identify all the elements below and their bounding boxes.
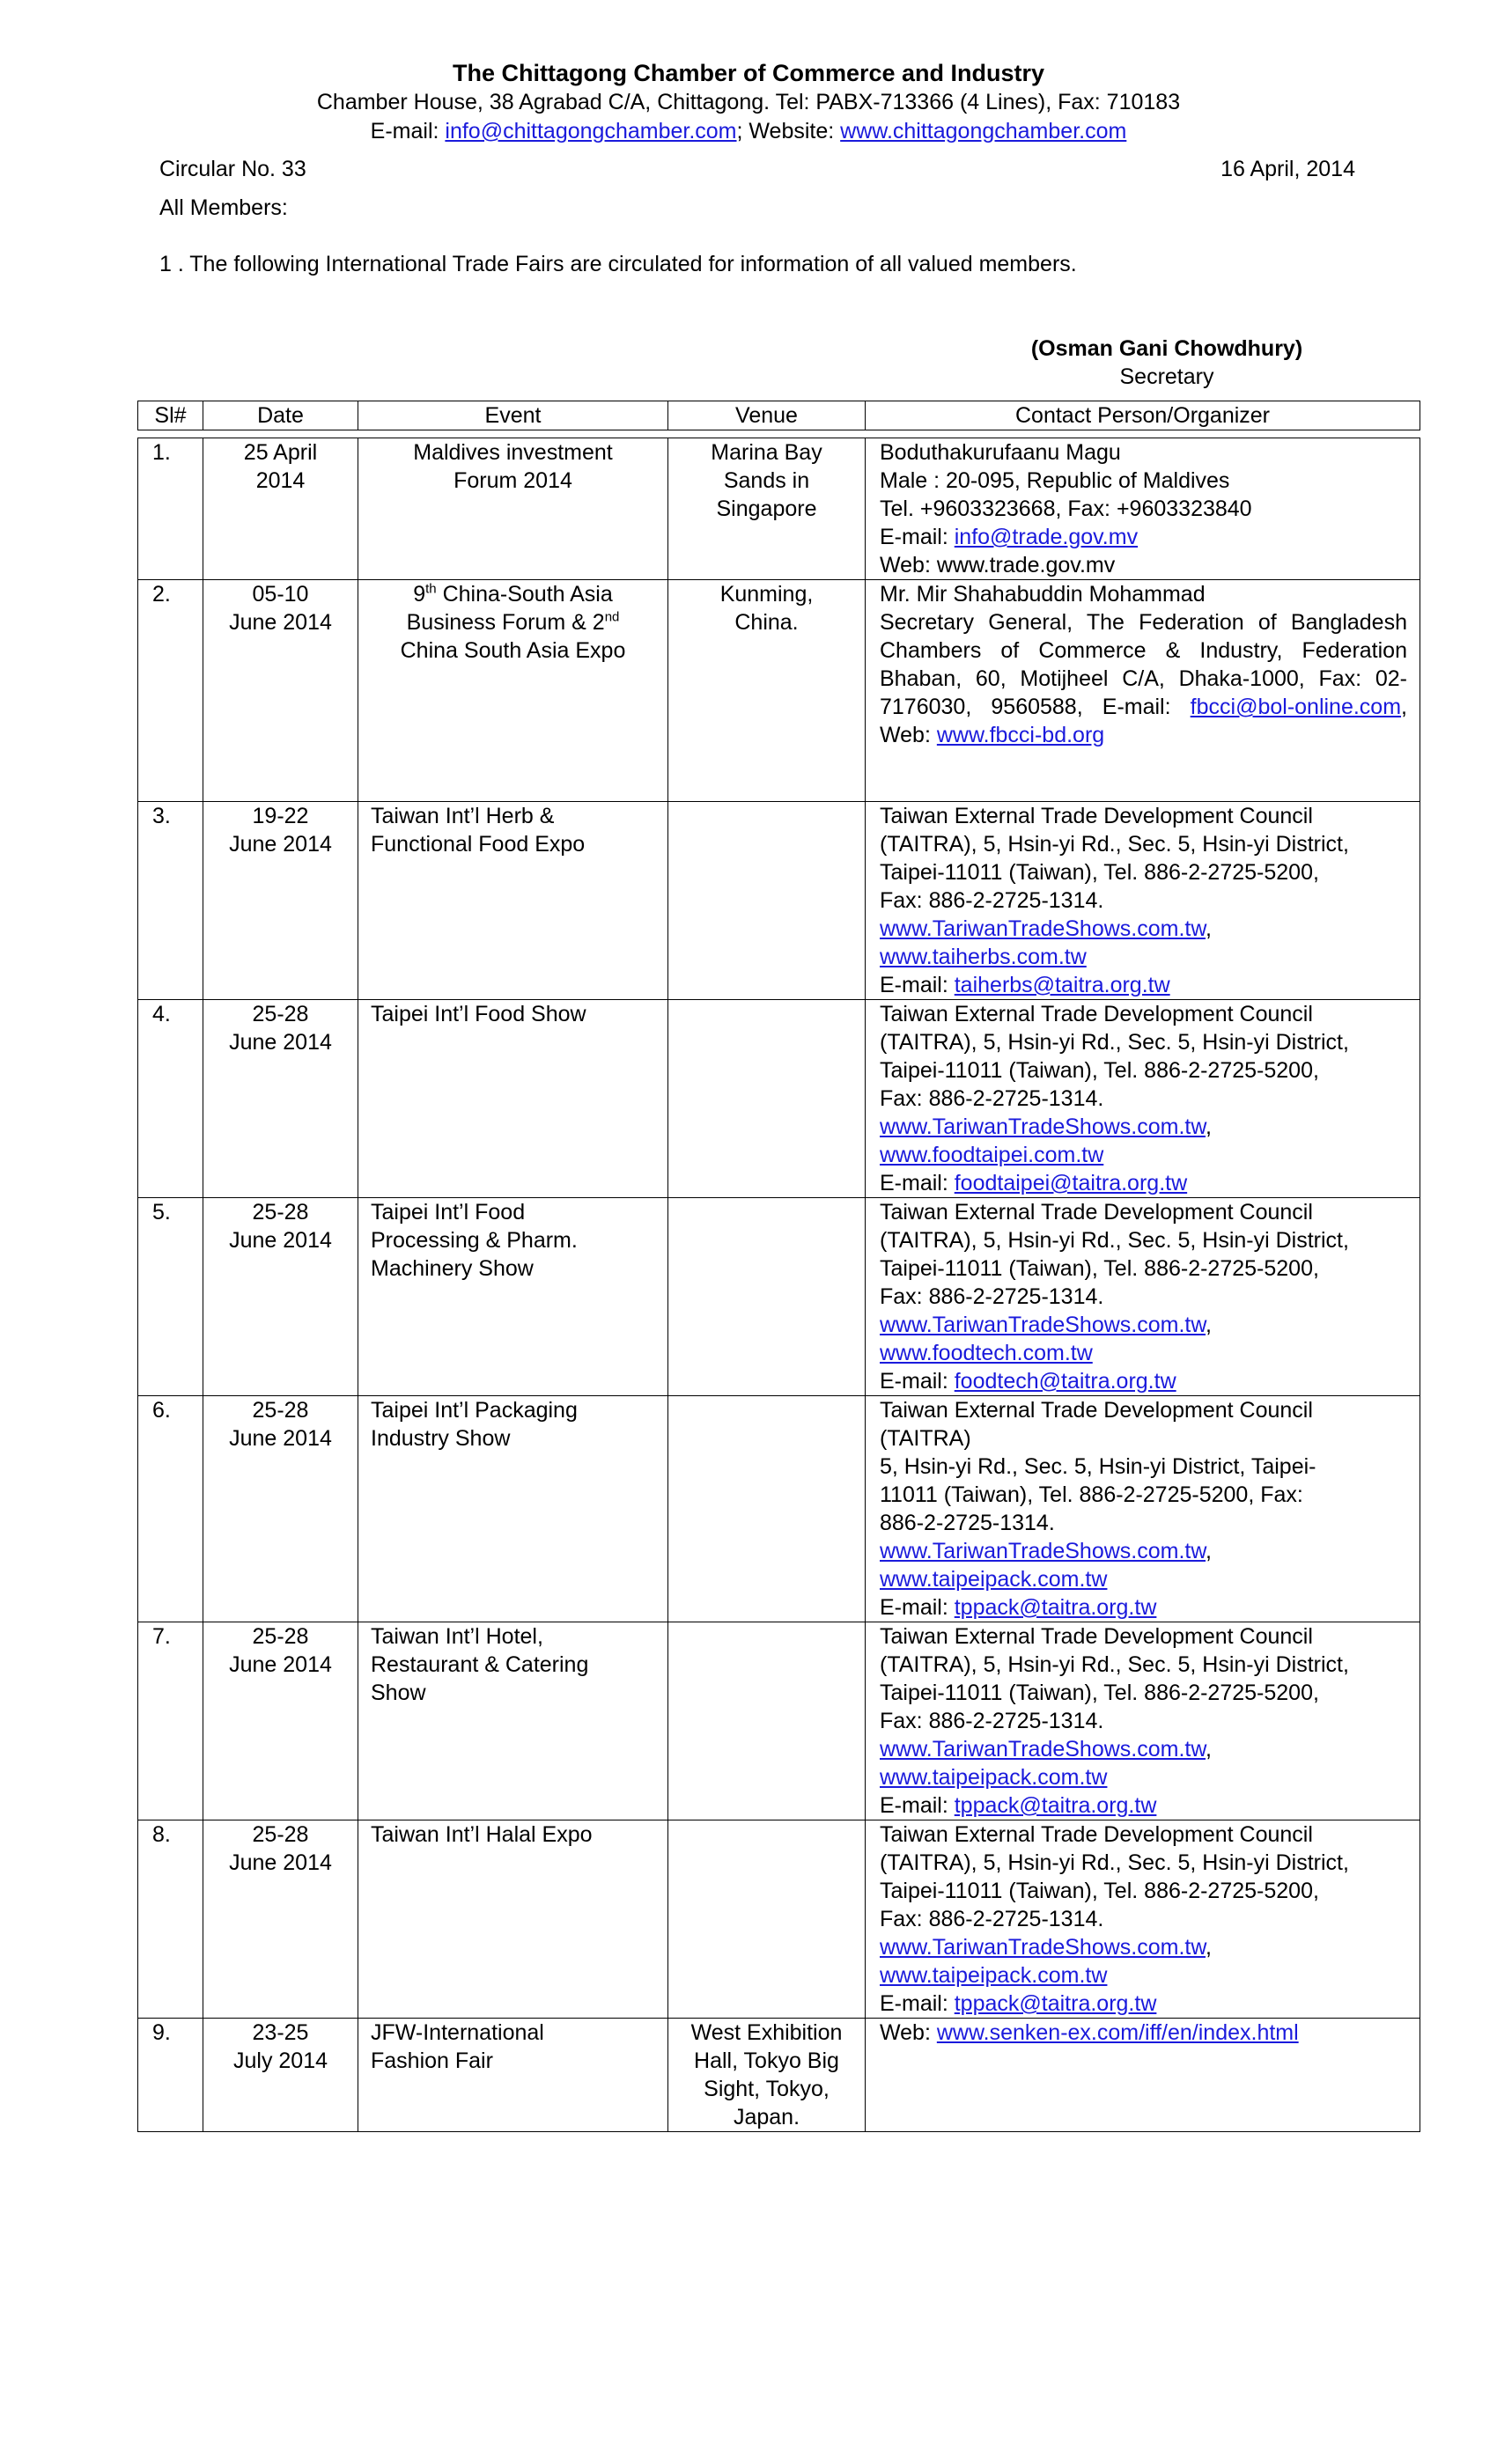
cell-event: Taiwan Int’l Herb & Functional Food Expo — [358, 802, 668, 1000]
header-website-link[interactable]: www.chittagongchamber.com — [840, 119, 1127, 143]
organization-name: The Chittagong Chamber of Commerce and Industry — [452, 60, 1045, 86]
email-link[interactable]: tppack@taitra.org.tw — [954, 1595, 1157, 1620]
cell-sl: 3. — [138, 802, 203, 1000]
website-link[interactable]: www.senken-ex.com/iff/en/index.html — [936, 2020, 1299, 2045]
cell-venue — [668, 1396, 866, 1622]
website-link[interactable]: www.taipeipack.com.tw — [880, 1567, 1108, 1592]
table-header-row — [138, 401, 1420, 430]
cell-sl: 1. — [138, 438, 203, 580]
website-link[interactable]: www.TariwanTradeShows.com.tw — [880, 916, 1206, 941]
cell-event: JFW-International Fashion Fair — [358, 2019, 668, 2132]
cell-sl: 2. — [138, 580, 203, 802]
cell-date: 25-28 June 2014 — [203, 1820, 358, 2019]
cell-venue — [668, 1198, 866, 1396]
cell-contact: Taiwan External Trade Development Council (TAITRA), 5, Hsin-yi Rd., Sec. 5, Hsin-yi District, Taipei-11011 (Taiwan), Tel. 886-2-2725-5200, Fax: 886-2-2725-1314. www.TariwanTradeShows.com.tw, www.taiherbs.com.tw E-mail: taiherbs@taitra.org.tw — [866, 802, 1420, 1000]
website-label: ; Website: — [736, 119, 841, 143]
header-venue: Venue — [668, 401, 866, 430]
table-row — [138, 1820, 1420, 2019]
letterhead — [0, 58, 1497, 146]
header-event: Event — [358, 401, 668, 430]
table-row — [138, 1000, 1420, 1198]
salutation: All Members: — [159, 195, 288, 220]
email-link[interactable]: foodtaipei@taitra.org.tw — [954, 1171, 1188, 1195]
cell-sl: 5. — [138, 1198, 203, 1396]
website-link[interactable]: www.TariwanTradeShows.com.tw — [880, 1114, 1206, 1139]
table-row — [138, 1396, 1420, 1622]
website-link[interactable]: www.TariwanTradeShows.com.tw — [880, 1737, 1206, 1762]
cell-contact: Mr. Mir Shahabuddin Mohammad Secretary General, The Federation of Bangladesh Chambers of Commerce & Industry, Federation Bhaban, 60, Motijheel C/A, Dhaka-1000, Fax: 02-7176030, 9560588, E-mail: fbcci@bol-online.com, Web: www.fbcci-bd.org — [866, 580, 1420, 802]
email-link[interactable]: tppack@taitra.org.tw — [954, 1991, 1157, 2016]
cell-date: 25-28 June 2014 — [203, 1396, 358, 1622]
website-link[interactable]: www.TariwanTradeShows.com.tw — [880, 1313, 1206, 1337]
table-row — [138, 802, 1420, 1000]
table-row — [138, 2019, 1420, 2132]
website-link[interactable]: www.taiherbs.com.tw — [880, 945, 1087, 969]
table-row — [138, 580, 1420, 802]
cell-event: Taiwan Int’l Hotel, Restaurant & Catering Show — [358, 1622, 668, 1820]
header-date: Date — [203, 401, 358, 430]
cell-date: 25-28 June 2014 — [203, 1000, 358, 1198]
cell-sl: 6. — [138, 1396, 203, 1622]
signatory-name: (Osman Gani Chowdhury) — [1030, 336, 1303, 361]
cell-venue — [668, 1820, 866, 2019]
cell-contact: Taiwan External Trade Development Council (TAITRA) 5, Hsin-yi Rd., Sec. 5, Hsin-yi District, Taipei- 11011 (Taiwan), Tel. 886-2-2725-5200, Fax: 886-2-2725-1314. www.TariwanTradeShows.com.tw, www.taipeipack.com.tw E-mail: tppack@taitra.org.tw — [866, 1396, 1420, 1622]
website-link[interactable]: www.fbcci-bd.org — [936, 723, 1105, 747]
cell-event: Taiwan Int’l Halal Expo — [358, 1820, 668, 2019]
cell-venue: West Exhibition Hall, Tokyo Big Sight, Tokyo, Japan. — [668, 2019, 866, 2132]
website-link[interactable]: www.TariwanTradeShows.com.tw — [880, 1539, 1206, 1563]
cell-contact: Web: www.senken-ex.com/iff/en/index.html — [866, 2019, 1420, 2132]
cell-venue — [668, 1622, 866, 1820]
cell-date: 19-22 June 2014 — [203, 802, 358, 1000]
cell-date: 25 April 2014 — [203, 438, 358, 580]
intro-paragraph: 1 . The following International Trade Fairs are circulated for information of all valued members. — [159, 252, 1077, 276]
cell-contact: Taiwan External Trade Development Council (TAITRA), 5, Hsin-yi Rd., Sec. 5, Hsin-yi District, Taipei-11011 (Taiwan), Tel. 886-2-2725-5200, Fax: 886-2-2725-1314. www.TariwanTradeShows.com.tw, www.foodtech.com.tw E-mail: foodtech@taitra.org.tw — [866, 1198, 1420, 1396]
cell-event: Taipei Int’l Food Processing & Pharm. Machinery Show — [358, 1198, 668, 1396]
contact-line — [0, 117, 1497, 146]
website-link[interactable]: www.taipeipack.com.tw — [880, 1765, 1108, 1790]
signature-block — [969, 335, 1365, 391]
circular-number: Circular No. 33 — [159, 157, 306, 181]
table-row — [138, 1198, 1420, 1396]
cell-date: 23-25 July 2014 — [203, 2019, 358, 2132]
cell-date: 25-28 June 2014 — [203, 1198, 358, 1396]
website-link[interactable]: www.taipeipack.com.tw — [880, 1963, 1108, 1988]
cell-date: 05-10 June 2014 — [203, 580, 358, 802]
table-spacer — [138, 430, 1420, 438]
table-row — [138, 1622, 1420, 1820]
header-email-link[interactable]: info@chittagongchamber.com — [445, 119, 737, 143]
cell-contact: Taiwan External Trade Development Council (TAITRA), 5, Hsin-yi Rd., Sec. 5, Hsin-yi District, Taipei-11011 (Taiwan), Tel. 886-2-2725-5200, Fax: 886-2-2725-1314. www.TariwanTradeShows.com.tw, www.taipeipack.com.tw E-mail: tppack@taitra.org.tw — [866, 1622, 1420, 1820]
cell-contact: Taiwan External Trade Development Council (TAITRA), 5, Hsin-yi Rd., Sec. 5, Hsin-yi District, Taipei-11011 (Taiwan), Tel. 886-2-2725-5200, Fax: 886-2-2725-1314. www.TariwanTradeShows.com.tw, www.foodtaipei.com.tw E-mail: foodtaipei@taitra.org.tw — [866, 1000, 1420, 1198]
cell-sl: 7. — [138, 1622, 203, 1820]
cell-sl: 4. — [138, 1000, 203, 1198]
circular-date: 16 April, 2014 — [1220, 157, 1355, 181]
table-row — [138, 438, 1420, 580]
cell-venue: Kunming, China. — [668, 580, 866, 802]
cell-sl: 8. — [138, 1820, 203, 2019]
signatory-title: Secretary — [1119, 364, 1214, 389]
cell-venue — [668, 802, 866, 1000]
email-link[interactable]: taiherbs@taitra.org.tw — [954, 973, 1170, 997]
website-link[interactable]: www.foodtaipei.com.tw — [880, 1143, 1104, 1167]
cell-event: 9th China-South Asia Business Forum & 2nd China South Asia Expo — [358, 580, 668, 802]
email-link[interactable]: fbcci@bol-online.com — [1190, 695, 1402, 719]
email-label: E-mail: — [370, 119, 446, 143]
cell-event: Maldives investment Forum 2014 — [358, 438, 668, 580]
cell-contact: Boduthakurufaanu Magu Male : 20-095, Republic of Maldives Tel. +9603323668, Fax: +9603323840 E-mail: info@trade.gov.mv Web: www.trade.gov.mv — [866, 438, 1420, 580]
cell-contact: Taiwan External Trade Development Council (TAITRA), 5, Hsin-yi Rd., Sec. 5, Hsin-yi District, Taipei-11011 (Taiwan), Tel. 886-2-2725-5200, Fax: 886-2-2725-1314. www.TariwanTradeShows.com.tw, www.taipeipack.com.tw E-mail: tppack@taitra.org.tw — [866, 1820, 1420, 2019]
cell-venue — [668, 1000, 866, 1198]
cell-date: 25-28 June 2014 — [203, 1622, 358, 1820]
header-sl: Sl# — [138, 401, 203, 430]
cell-sl: 9. — [138, 2019, 203, 2132]
trade-fairs-table — [137, 401, 1420, 2132]
cell-event: Taipei Int’l Food Show — [358, 1000, 668, 1198]
address-line: Chamber House, 38 Agrabad C/A, Chittagong. Tel: PABX-713366 (4 Lines), Fax: 710183 — [316, 90, 1181, 114]
email-link[interactable]: tppack@taitra.org.tw — [954, 1793, 1157, 1818]
cell-venue: Marina Bay Sands in Singapore — [668, 438, 866, 580]
header-contact: Contact Person/Organizer — [866, 401, 1420, 430]
email-link[interactable]: foodtech@taitra.org.tw — [954, 1369, 1176, 1394]
website-link[interactable]: www.foodtech.com.tw — [880, 1341, 1093, 1365]
website-link[interactable]: www.TariwanTradeShows.com.tw — [880, 1935, 1206, 1960]
cell-event: Taipei Int’l Packaging Industry Show — [358, 1396, 668, 1622]
email-link[interactable]: info@trade.gov.mv — [954, 525, 1139, 549]
